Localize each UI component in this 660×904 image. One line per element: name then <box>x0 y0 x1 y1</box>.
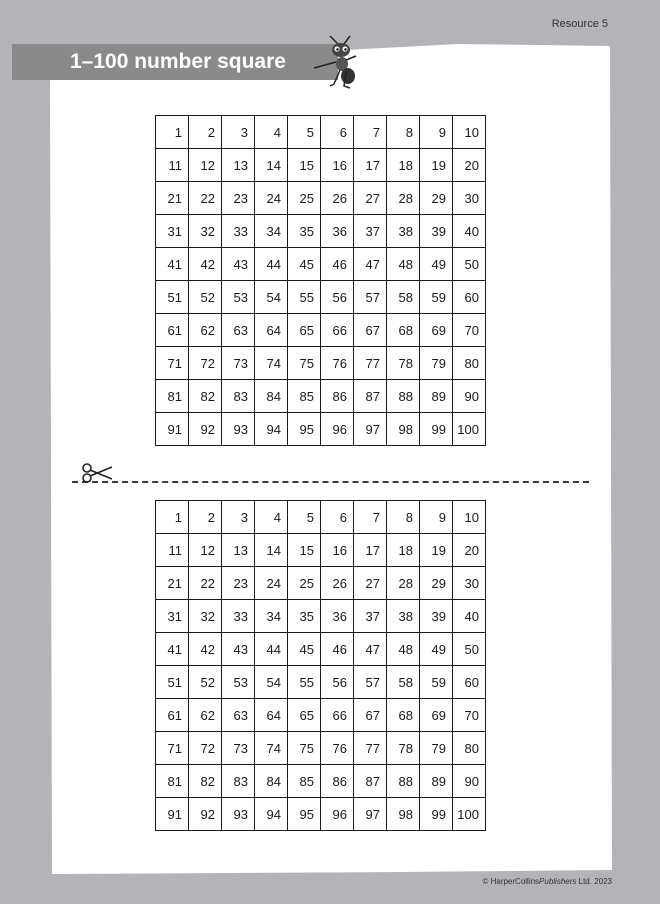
grid-cell: 71 <box>156 347 189 380</box>
grid-cell: 29 <box>420 182 453 215</box>
grid-cell: 97 <box>354 798 387 831</box>
grid-cell: 5 <box>288 116 321 149</box>
grid-cell: 14 <box>255 534 288 567</box>
grid-cell: 10 <box>453 501 486 534</box>
grid-row <box>156 281 486 314</box>
grid-cell: 8 <box>387 116 420 149</box>
grid-cell: 36 <box>321 215 354 248</box>
grid-row <box>156 215 486 248</box>
grid-cell: 88 <box>387 380 420 413</box>
grid-cell: 58 <box>387 666 420 699</box>
grid-cell: 17 <box>354 149 387 182</box>
grid-cell: 22 <box>189 567 222 600</box>
grid-cell: 63 <box>222 314 255 347</box>
resource-label: Resource 5 <box>551 18 608 30</box>
grid-cell: 13 <box>222 149 255 182</box>
grid-cell: 74 <box>255 347 288 380</box>
grid-cell: 55 <box>288 281 321 314</box>
grid-cell: 10 <box>453 116 486 149</box>
grid-row <box>156 149 486 182</box>
grid-cell: 76 <box>321 732 354 765</box>
grid-cell: 52 <box>189 666 222 699</box>
grid-cell: 29 <box>420 567 453 600</box>
grid-cell: 7 <box>354 116 387 149</box>
grid-cell: 19 <box>420 149 453 182</box>
grid-cell: 73 <box>222 732 255 765</box>
grid-cell: 41 <box>156 248 189 281</box>
grid-cell: 72 <box>189 347 222 380</box>
grid-cell: 32 <box>189 215 222 248</box>
grid-cell: 62 <box>189 699 222 732</box>
grid-cell: 87 <box>354 380 387 413</box>
grid-row <box>156 248 486 281</box>
grid-cell: 27 <box>354 182 387 215</box>
grid-cell: 52 <box>189 281 222 314</box>
grid-cell: 66 <box>321 699 354 732</box>
grid-cell: 97 <box>354 413 387 446</box>
grid-cell: 24 <box>255 567 288 600</box>
grid-cell: 9 <box>420 116 453 149</box>
grid-cell: 89 <box>420 765 453 798</box>
grid-cell: 26 <box>321 182 354 215</box>
grid-cell: 23 <box>222 567 255 600</box>
grid-cell: 77 <box>354 732 387 765</box>
grid-cell: 48 <box>387 633 420 666</box>
grid-row <box>156 182 486 215</box>
grid-cell: 98 <box>387 798 420 831</box>
grid-cell: 94 <box>255 413 288 446</box>
copyright-footer <box>482 877 612 886</box>
grid-cell: 34 <box>255 600 288 633</box>
grid-cell: 100 <box>453 798 486 831</box>
grid-cell: 6 <box>321 501 354 534</box>
grid-row <box>156 765 486 798</box>
grid-cell: 81 <box>156 765 189 798</box>
grid-cell: 92 <box>189 798 222 831</box>
grid-cell: 45 <box>288 633 321 666</box>
grid-cell: 26 <box>321 567 354 600</box>
grid-row <box>156 347 486 380</box>
grid-cell: 35 <box>288 215 321 248</box>
grid-cell: 83 <box>222 380 255 413</box>
grid-cell: 77 <box>354 347 387 380</box>
grid-cell: 71 <box>156 732 189 765</box>
grid-cell: 11 <box>156 534 189 567</box>
grid-cell: 59 <box>420 281 453 314</box>
scissors-icon <box>80 462 114 484</box>
grid-cell: 50 <box>453 633 486 666</box>
grid-cell: 75 <box>288 347 321 380</box>
grid-cell: 64 <box>255 314 288 347</box>
grid-cell: 67 <box>354 314 387 347</box>
grid-cell: 5 <box>288 501 321 534</box>
grid-cell: 73 <box>222 347 255 380</box>
grid-cell: 79 <box>420 732 453 765</box>
grid-cell: 44 <box>255 248 288 281</box>
grid-cell: 48 <box>387 248 420 281</box>
grid-cell: 91 <box>156 413 189 446</box>
grid-cell: 16 <box>321 534 354 567</box>
grid-cell: 70 <box>453 314 486 347</box>
grid-cell: 51 <box>156 281 189 314</box>
grid-cell: 44 <box>255 633 288 666</box>
grid-cell: 33 <box>222 600 255 633</box>
grid-cell: 84 <box>255 380 288 413</box>
grid-cell: 93 <box>222 798 255 831</box>
grid-cell: 38 <box>387 215 420 248</box>
grid-cell: 68 <box>387 699 420 732</box>
grid-cell: 39 <box>420 600 453 633</box>
grid-cell: 47 <box>354 633 387 666</box>
grid-cell: 37 <box>354 600 387 633</box>
grid-cell: 76 <box>321 347 354 380</box>
grid-cell: 100 <box>453 413 486 446</box>
grid-cell: 75 <box>288 732 321 765</box>
grid-cell: 60 <box>453 666 486 699</box>
grid-cell: 37 <box>354 215 387 248</box>
grid-row <box>156 534 486 567</box>
grid-cell: 96 <box>321 413 354 446</box>
grid-row <box>156 798 486 831</box>
grid-cell: 15 <box>288 149 321 182</box>
grid-row <box>156 501 486 534</box>
grid-cell: 58 <box>387 281 420 314</box>
grid-cell: 99 <box>420 798 453 831</box>
grid-cell: 57 <box>354 281 387 314</box>
copyright-prefix: © HarperCollins <box>482 877 540 886</box>
grid-cell: 4 <box>255 501 288 534</box>
grid-cell: 61 <box>156 699 189 732</box>
grid-cell: 28 <box>387 182 420 215</box>
grid-cell: 63 <box>222 699 255 732</box>
grid-cell: 80 <box>453 347 486 380</box>
grid-cell: 28 <box>387 567 420 600</box>
grid-cell: 14 <box>255 149 288 182</box>
grid-cell: 53 <box>222 281 255 314</box>
grid-cell: 95 <box>288 798 321 831</box>
grid-cell: 49 <box>420 633 453 666</box>
grid-cell: 99 <box>420 413 453 446</box>
grid-cell: 20 <box>453 149 486 182</box>
grid-cell: 21 <box>156 182 189 215</box>
grid-cell: 56 <box>321 281 354 314</box>
grid-cell: 65 <box>288 314 321 347</box>
grid-cell: 11 <box>156 149 189 182</box>
grid-row <box>156 699 486 732</box>
grid-cell: 86 <box>321 765 354 798</box>
grid-cell: 96 <box>321 798 354 831</box>
grid-cell: 2 <box>189 501 222 534</box>
grid-cell: 36 <box>321 600 354 633</box>
grid-cell: 42 <box>189 633 222 666</box>
grid-cell: 38 <box>387 600 420 633</box>
grid-cell: 82 <box>189 765 222 798</box>
grid-row <box>156 666 486 699</box>
grid-cell: 21 <box>156 567 189 600</box>
grid-cell: 98 <box>387 413 420 446</box>
grid-cell: 67 <box>354 699 387 732</box>
grid-cell: 13 <box>222 534 255 567</box>
grid-cell: 56 <box>321 666 354 699</box>
grid-cell: 1 <box>156 501 189 534</box>
grid-cell: 15 <box>288 534 321 567</box>
grid-cell: 85 <box>288 380 321 413</box>
grid-cell: 3 <box>222 116 255 149</box>
grid-cell: 4 <box>255 116 288 149</box>
grid-cell: 94 <box>255 798 288 831</box>
grid-cell: 59 <box>420 666 453 699</box>
grid-cell: 91 <box>156 798 189 831</box>
copyright-suffix: Ltd. 2023 <box>576 877 612 886</box>
grid-cell: 87 <box>354 765 387 798</box>
grid-row <box>156 567 486 600</box>
grid-cell: 12 <box>189 149 222 182</box>
page-title-text: 1–100 number square <box>70 50 286 73</box>
grid-cell: 78 <box>387 732 420 765</box>
grid-row <box>156 633 486 666</box>
grid-cell: 85 <box>288 765 321 798</box>
grid-cell: 90 <box>453 380 486 413</box>
grid-cell: 69 <box>420 314 453 347</box>
grid-cell: 18 <box>387 149 420 182</box>
grid-cell: 49 <box>420 248 453 281</box>
grid-cell: 83 <box>222 765 255 798</box>
grid-cell: 64 <box>255 699 288 732</box>
grid-row <box>156 413 486 446</box>
grid-cell: 81 <box>156 380 189 413</box>
grid-cell: 84 <box>255 765 288 798</box>
grid-cell: 51 <box>156 666 189 699</box>
grid-cell: 57 <box>354 666 387 699</box>
grid-cell: 23 <box>222 182 255 215</box>
grid-cell: 80 <box>453 732 486 765</box>
grid-cell: 18 <box>387 534 420 567</box>
grid-cell: 40 <box>453 215 486 248</box>
grid-cell: 16 <box>321 149 354 182</box>
grid-cell: 50 <box>453 248 486 281</box>
grid-row <box>156 314 486 347</box>
grid-cell: 92 <box>189 413 222 446</box>
grid-cell: 86 <box>321 380 354 413</box>
grid-cell: 20 <box>453 534 486 567</box>
number-square-top <box>155 115 486 446</box>
grid-cell: 17 <box>354 534 387 567</box>
grid-cell: 65 <box>288 699 321 732</box>
grid-cell: 60 <box>453 281 486 314</box>
grid-cell: 46 <box>321 633 354 666</box>
grid-cell: 61 <box>156 314 189 347</box>
grid-cell: 62 <box>189 314 222 347</box>
grid-cell: 69 <box>420 699 453 732</box>
grid-cell: 74 <box>255 732 288 765</box>
grid-cell: 70 <box>453 699 486 732</box>
grid-cell: 39 <box>420 215 453 248</box>
grid-cell: 40 <box>453 600 486 633</box>
page-title <box>12 44 338 80</box>
grid-cell: 25 <box>288 182 321 215</box>
grid-cell: 47 <box>354 248 387 281</box>
grid-cell: 31 <box>156 215 189 248</box>
cut-line <box>72 481 589 483</box>
ant-mascot-icon <box>308 34 364 94</box>
grid-cell: 68 <box>387 314 420 347</box>
grid-cell: 1 <box>156 116 189 149</box>
number-square-bottom <box>155 500 486 831</box>
grid-row <box>156 732 486 765</box>
grid-cell: 34 <box>255 215 288 248</box>
grid-cell: 12 <box>189 534 222 567</box>
grid-cell: 7 <box>354 501 387 534</box>
grid-cell: 25 <box>288 567 321 600</box>
grid-cell: 43 <box>222 633 255 666</box>
grid-cell: 31 <box>156 600 189 633</box>
grid-cell: 55 <box>288 666 321 699</box>
grid-cell: 27 <box>354 567 387 600</box>
grid-cell: 30 <box>453 567 486 600</box>
grid-cell: 41 <box>156 633 189 666</box>
grid-cell: 6 <box>321 116 354 149</box>
grid-cell: 35 <box>288 600 321 633</box>
grid-cell: 66 <box>321 314 354 347</box>
grid-cell: 30 <box>453 182 486 215</box>
grid-cell: 43 <box>222 248 255 281</box>
grid-cell: 22 <box>189 182 222 215</box>
grid-cell: 82 <box>189 380 222 413</box>
grid-cell: 88 <box>387 765 420 798</box>
grid-cell: 93 <box>222 413 255 446</box>
grid-cell: 8 <box>387 501 420 534</box>
grid-cell: 19 <box>420 534 453 567</box>
grid-row <box>156 116 486 149</box>
grid-cell: 79 <box>420 347 453 380</box>
grid-cell: 2 <box>189 116 222 149</box>
grid-cell: 9 <box>420 501 453 534</box>
grid-cell: 54 <box>255 666 288 699</box>
grid-cell: 24 <box>255 182 288 215</box>
grid-cell: 78 <box>387 347 420 380</box>
grid-row <box>156 600 486 633</box>
grid-cell: 46 <box>321 248 354 281</box>
copyright-publisher: Publishers <box>539 877 577 886</box>
grid-cell: 95 <box>288 413 321 446</box>
grid-cell: 32 <box>189 600 222 633</box>
grid-cell: 89 <box>420 380 453 413</box>
grid-cell: 53 <box>222 666 255 699</box>
grid-cell: 90 <box>453 765 486 798</box>
grid-cell: 33 <box>222 215 255 248</box>
grid-row <box>156 380 486 413</box>
grid-cell: 72 <box>189 732 222 765</box>
grid-cell: 45 <box>288 248 321 281</box>
grid-cell: 3 <box>222 501 255 534</box>
grid-cell: 54 <box>255 281 288 314</box>
grid-cell: 42 <box>189 248 222 281</box>
